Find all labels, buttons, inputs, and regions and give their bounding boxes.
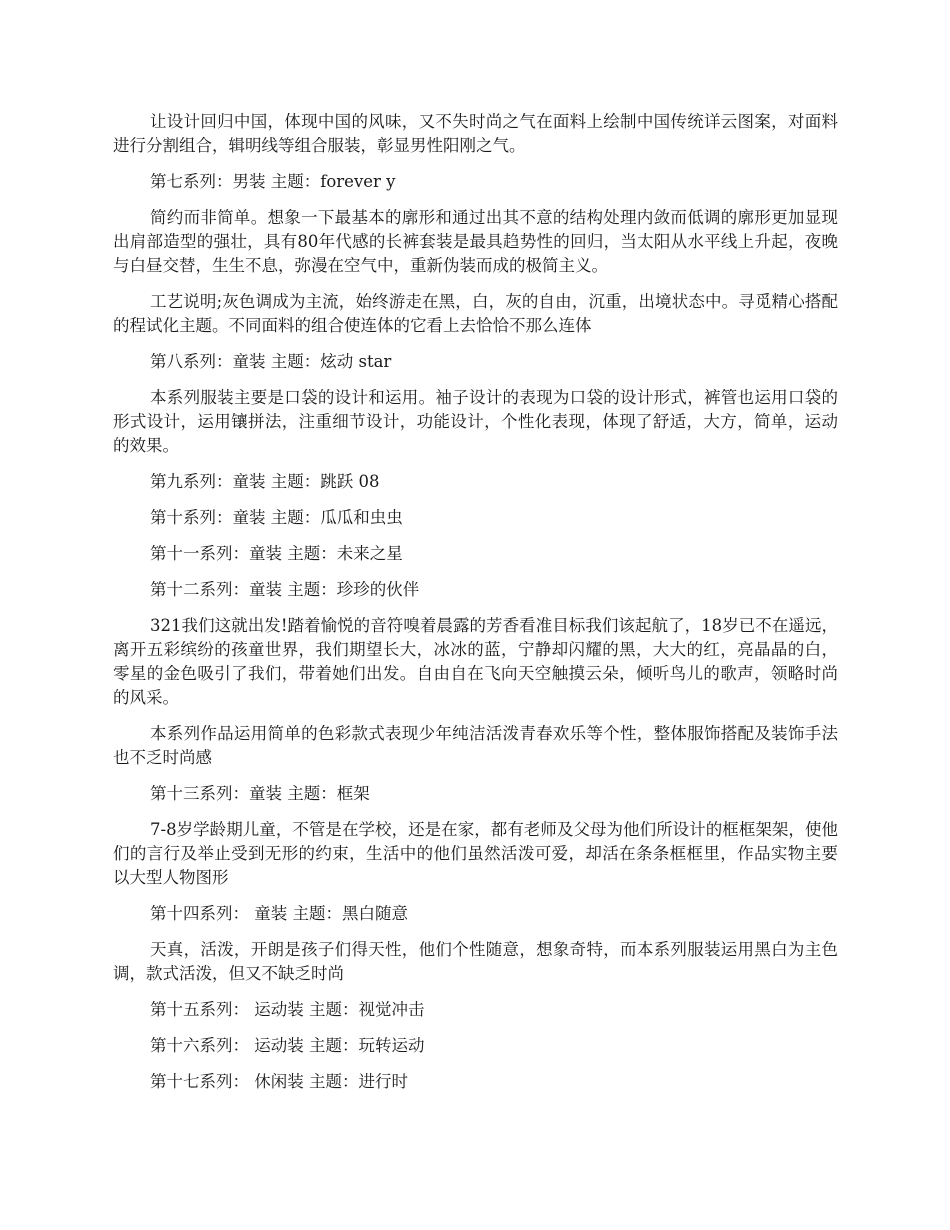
series-11-heading: 第十一系列：童装 主题：未来之星 — [150, 544, 403, 563]
series-7-description: 简约而非简单。想象一下最基本的廓形和通过出其不意的结构处理内敛而低调的廓形更加显现出肩部造型的强壮，具有80年代感的长裤套装是最具趋势性的回归，当太阳从水平线上升起，夜晚与白昼交替，生生不息，弥漫在空气中，重新伪装而成的极简主义。 — [113, 208, 838, 275]
document-body — [113, 110, 838, 1106]
series-12-heading: 第十二系列：童装 主题：珍珍的伙伴 — [150, 580, 420, 599]
series-8-description: 本系列服装主要是口袋的设计和运用。袖子设计的表现为口袋的设计形式，裤管也运用口袋的形式设计，运用镶拼法，注重细节设计，功能设计，个性化表现，体现了舒适，大方，简单，运动的效果。 — [113, 388, 838, 455]
series-13-heading: 第十三系列：童装 主题：框架 — [150, 784, 370, 803]
series-8-heading: 第八系列：童装 主题：炫动 star — [150, 352, 392, 371]
series-13-description: 7-8岁学龄期儿童，不管是在学校，还是在家，都有老师及父母为他们所设计的框框架架，使他们的言行及举止受到无形的约束，生活中的他们虽然活泼可爱，却活在条条框框里，作品实物主要以大型人物图形 — [113, 820, 838, 887]
paragraph-intro: 让设计回归中国，体现中国的风味，又不失时尚之气在面料上绘制中国传统详云图案，对面料进行分割组合，辑明线等组合服装，彰显男性阳刚之气。 — [113, 112, 838, 155]
series-10-heading: 第十系列：童装 主题：瓜瓜和虫虫 — [150, 508, 403, 527]
series-9-heading: 第九系列：童装 主题：跳跃 08 — [150, 472, 380, 491]
series-7-craft-note: 工艺说明;灰色调成为主流，始终游走在黑，白，灰的自由，沉重，出境状态中。寻觅精心搭配的程试化主题。不同面料的组合使连体的它看上去恰恰不那么连体 — [113, 292, 838, 335]
series-14-description: 天真，活泼，开朗是孩子们得天性，他们个性随意，想象奇特，而本系列服装运用黑白为主色调，款式活泼，但又不缺乏时尚 — [113, 940, 838, 983]
series-15-heading: 第十五系列： 运动装 主题：视觉冲击 — [150, 1000, 425, 1019]
series-14-heading: 第十四系列： 童装 主题：黑白随意 — [150, 904, 408, 923]
series-17-heading: 第十七系列： 休闲装 主题：进行时 — [150, 1072, 408, 1091]
series-7-heading: 第七系列：男装 主题：forever y — [150, 172, 396, 191]
series-12-summary: 本系列作品运用简单的色彩款式表现少年纯洁活泼青春欢乐等个性，整体服饰搭配及装饰手法也不乏时尚感 — [113, 724, 838, 767]
series-12-description: 321我们这就出发!踏着愉悦的音符嗅着晨露的芳香看准目标我们该起航了，18岁已不在遥远，离开五彩缤纷的孩童世界，我们期望长大，冰冰的蓝，宁静却闪耀的黑，大大的红，亮晶晶的白，零星的金色吸引了我们，带着她们出发。自由自在飞向天空触摸云朵，倾听鸟儿的歌声，领略时尚的风采。 — [113, 616, 838, 707]
series-16-heading: 第十六系列： 运动装 主题：玩转运动 — [150, 1036, 425, 1055]
